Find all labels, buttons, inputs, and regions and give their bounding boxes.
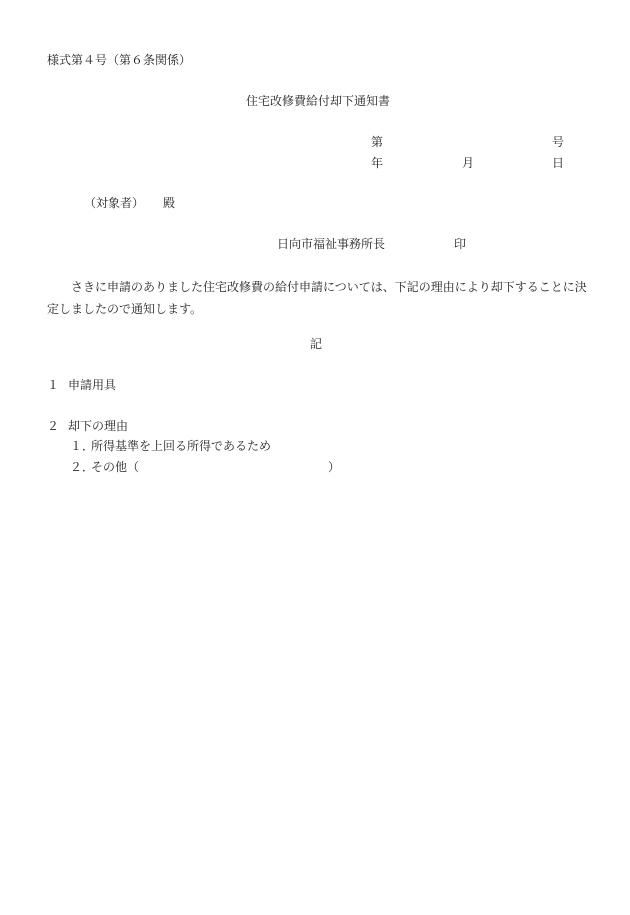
date-month: 月 xyxy=(462,156,475,170)
doc-number-prefix: 第 xyxy=(371,135,384,149)
reason-2-text: その他（ xyxy=(91,460,140,474)
addressee-honorific: 殿 xyxy=(163,196,176,210)
date-year: 年 xyxy=(371,156,384,170)
issuer-seal: 印 xyxy=(454,237,467,251)
item-1-label: 申請用具 xyxy=(68,378,117,392)
reason-2-number: ２． xyxy=(70,460,95,474)
addressee-label: （対象者） xyxy=(84,196,145,210)
body-paragraph: さきに申請のありました住宅改修費の給付申請については、下記の理由により却下することに決定しましたので通知します。 xyxy=(47,280,587,316)
issuer-name: 日向市福祉事務所長 xyxy=(277,237,386,251)
date-day: 日 xyxy=(552,156,565,170)
reason-2-close: ） xyxy=(328,460,341,474)
doc-number-suffix: 号 xyxy=(552,135,565,149)
ki-heading: 記 xyxy=(310,337,323,351)
reason-1-number: １． xyxy=(70,439,95,453)
reason-1-text: 所得基準を上回る所得であるため xyxy=(91,439,272,453)
item-1-number: １ xyxy=(47,378,60,392)
form-number: 様式第４号（第６条関係） xyxy=(47,53,192,67)
item-2-number: ２ xyxy=(47,419,60,433)
item-2-label: 却下の理由 xyxy=(68,419,129,433)
document-title: 住宅改修費給付却下通知書 xyxy=(246,94,391,108)
